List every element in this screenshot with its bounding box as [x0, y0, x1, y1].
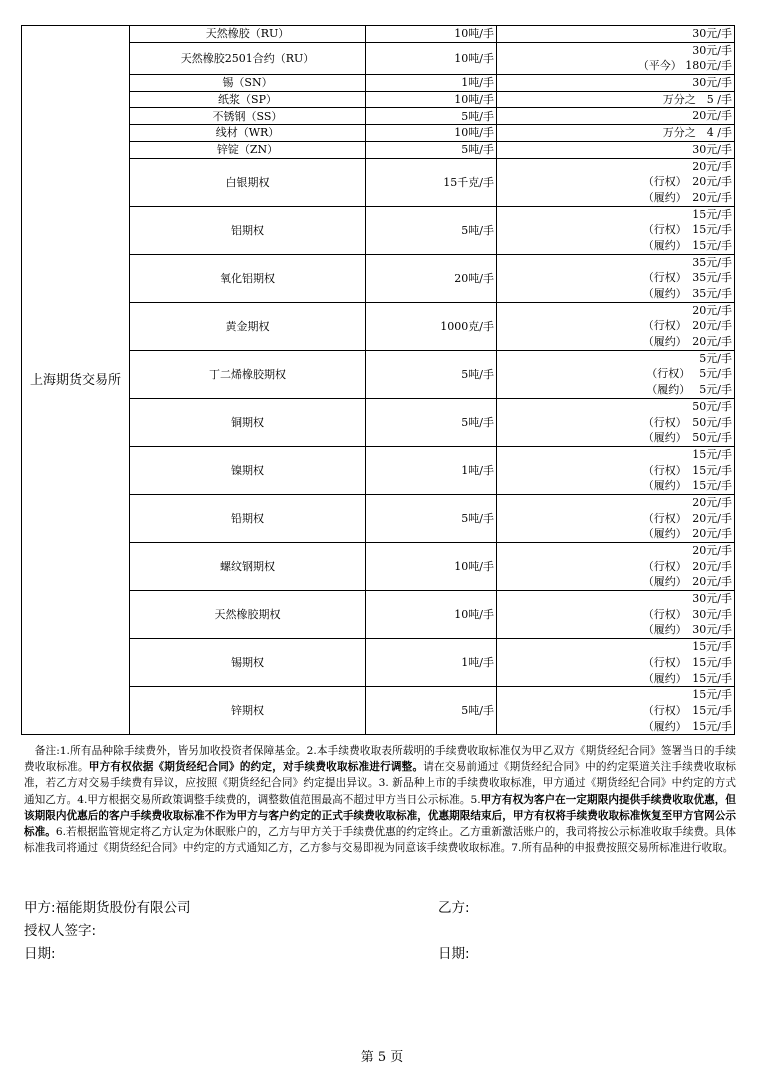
table-row — [22, 26, 735, 43]
fee-cell — [497, 350, 735, 398]
fee-cell — [497, 639, 735, 687]
fee-line: 30元/手 — [692, 76, 732, 90]
fee-table — [21, 25, 735, 735]
product-name-cell: 螺纹钢期权 — [130, 543, 366, 591]
trading-unit-cell: 10吨/手 — [366, 91, 497, 108]
fee-cell — [497, 125, 735, 142]
fee-table-body — [22, 26, 735, 735]
exchange-name-cell: 上海期货交易所 — [22, 26, 130, 735]
fee-line: 30元/手 — [692, 43, 732, 57]
product-name-cell: 天然橡胶2501合约（RU） — [130, 42, 366, 74]
fee-line: 15元/手 — [692, 688, 732, 702]
date-b-label: 日期: — [438, 946, 470, 962]
fee-line: 30元/手 — [692, 142, 732, 156]
fee-cell — [497, 206, 735, 254]
trading-unit-cell: 1吨/手 — [366, 75, 497, 92]
trading-unit-cell: 15千克/手 — [366, 158, 497, 206]
fee-cell — [497, 26, 735, 43]
remark-emphasis: 甲方有权为客户在一定期限内提供手续费收取优惠，但该期限内优惠后的客户手续费收取标准不作为甲方与客户约定的正式手续费收取标准，优惠期限结束后，甲方有权将手续费收取标准恢复至甲方官网公示标准。 — [24, 793, 737, 839]
fee-cell — [497, 591, 735, 639]
fee-line: 15元/手 — [692, 447, 732, 461]
fee-line: （履约） 30元/手 — [642, 623, 732, 637]
product-name-cell: 铜期权 — [130, 398, 366, 446]
fee-line: （履约） 20元/手 — [642, 575, 732, 589]
fee-line: 15元/手 — [692, 207, 732, 221]
fee-line: （行权） 20元/手 — [642, 175, 732, 189]
fee-line: 30元/手 — [692, 27, 732, 40]
fee-line: 20元/手 — [692, 303, 732, 317]
fee-cell — [497, 687, 735, 735]
product-name-cell: 锡期权 — [130, 639, 366, 687]
fee-cell — [497, 302, 735, 350]
trading-unit-cell: 5吨/手 — [366, 350, 497, 398]
party-b-label: 乙方: — [438, 900, 470, 916]
remarks-paragraph — [24, 743, 736, 856]
authorized-signature-label: 授权人签字: — [24, 923, 97, 939]
fee-line: （行权） 15元/手 — [642, 463, 732, 477]
fee-line: （平今） 180元/手 — [637, 59, 732, 73]
remark-text: 6.若根据监管规定将乙方认定为休眠账户的，乙方与甲方关于手续费优惠的约定终止。乙方重新激活账户的，我司将按公示标准收取手续费。具体标准我司将通过《期货经纪合同》中约定的方式通知乙方，乙方参与交易即视为同意该手续费收取标准。7.所有品种的申报费按照交易所标准进行收取。 — [24, 826, 736, 855]
fee-line: 20元/手 — [692, 159, 732, 173]
trading-unit-cell: 10吨/手 — [366, 591, 497, 639]
product-name-cell: 线材（WR） — [130, 125, 366, 142]
trading-unit-cell: 5吨/手 — [366, 141, 497, 158]
remark-text: 备注:1.所有品种除手续费外，皆另加收投资者保障基金。2.本手续费收取表所载明的手续费收取标准仅为甲乙双方《期货经纪合同》签署当日的手续费收取标准。 — [24, 745, 736, 774]
fee-line: （行权） 30元/手 — [642, 607, 732, 621]
fee-line: 5元/手 — [699, 351, 732, 365]
fee-line: （行权） 15元/手 — [642, 703, 732, 717]
trading-unit-cell: 5吨/手 — [366, 398, 497, 446]
fee-cell — [497, 108, 735, 125]
product-name-cell: 氧化铝期权 — [130, 254, 366, 302]
product-name-cell: 镍期权 — [130, 446, 366, 494]
product-name-cell: 锌期权 — [130, 687, 366, 735]
fee-cell — [497, 494, 735, 542]
fee-line: （行权） 20元/手 — [642, 559, 732, 573]
fee-line: （行权） 20元/手 — [642, 319, 732, 333]
page-number: 第 5 页 — [360, 1050, 404, 1065]
fee-line: （履约） 15元/手 — [642, 719, 732, 733]
product-name-cell: 黄金期权 — [130, 302, 366, 350]
fee-cell — [497, 398, 735, 446]
trading-unit-cell: 1000克/手 — [366, 302, 497, 350]
product-name-cell: 锌锭（ZN） — [130, 141, 366, 158]
trading-unit-cell: 1吨/手 — [366, 446, 497, 494]
trading-unit-cell: 10吨/手 — [366, 125, 497, 142]
trading-unit-cell: 5吨/手 — [366, 687, 497, 735]
remark-emphasis: 甲方有权依据《期货经纪合同》的约定，对手续费收取标准进行调整。 — [88, 761, 424, 774]
fee-line: （行权） 15元/手 — [642, 655, 732, 669]
fee-cell — [497, 158, 735, 206]
fee-line: （履约） 20元/手 — [642, 190, 732, 204]
fee-cell — [497, 446, 735, 494]
fee-line: （履约） 5元/手 — [646, 383, 732, 397]
fee-line: 20元/手 — [692, 495, 732, 509]
trading-unit-cell: 1吨/手 — [366, 639, 497, 687]
product-name-cell: 白银期权 — [130, 158, 366, 206]
fee-line: 20元/手 — [692, 544, 732, 557]
fee-line: （履约） 15元/手 — [642, 671, 732, 685]
fee-line: 20元/手 — [692, 109, 732, 123]
product-name-cell: 丁二烯橡胶期权 — [130, 350, 366, 398]
fee-line: 万分之 4 /手 — [662, 126, 732, 140]
fee-line: 30元/手 — [692, 592, 732, 606]
fee-line: 50元/手 — [692, 399, 732, 413]
fee-line: （履约） 50元/手 — [642, 431, 732, 445]
fee-line: （行权） 20元/手 — [642, 511, 732, 525]
fee-cell — [497, 254, 735, 302]
product-name-cell: 天然橡胶（RU） — [130, 26, 366, 43]
party-a-label: 甲方:福能期货股份有限公司 — [24, 900, 191, 916]
remark-text: 请在交易前通过《期货经纪合同》中的约定渠道关注手续费收取标准，若乙方对交易手续费有异议，应按照《期货经纪合同》约定提出异议。3. 新品种上市的手续费收取标准，甲方通过《期货经纪合同》中约定的方式通知乙方。4.甲方根据交易所政策调整手续费的，调整数值范围最高不超过甲方当日公示标准。5. — [24, 761, 737, 806]
product-name-cell: 不锈钢（SS） — [130, 108, 366, 125]
fee-cell — [497, 91, 735, 108]
fee-line: （履约） 20元/手 — [642, 527, 732, 541]
fee-cell — [497, 42, 735, 74]
date-a-label: 日期: — [24, 946, 56, 962]
product-name-cell: 锡（SN） — [130, 75, 366, 92]
trading-unit-cell: 5吨/手 — [366, 494, 497, 542]
fee-line: 15元/手 — [692, 640, 732, 654]
fee-cell — [497, 141, 735, 158]
fee-line: （行权） 50元/手 — [642, 415, 732, 429]
fee-line: （行权） 5元/手 — [646, 367, 732, 381]
trading-unit-cell: 10吨/手 — [366, 42, 497, 74]
fee-line: 35元/手 — [692, 255, 732, 269]
trading-unit-cell: 10吨/手 — [366, 26, 497, 43]
trading-unit-cell: 5吨/手 — [366, 206, 497, 254]
fee-line: （行权） 15元/手 — [642, 223, 732, 237]
product-name-cell: 纸浆（SP） — [130, 91, 366, 108]
fee-line: （履约） 15元/手 — [642, 479, 732, 493]
fee-cell — [497, 543, 735, 591]
trading-unit-cell: 5吨/手 — [366, 108, 497, 125]
trading-unit-cell: 10吨/手 — [366, 543, 497, 591]
fee-line: 万分之 5 /手 — [662, 92, 732, 106]
product-name-cell: 天然橡胶期权 — [130, 591, 366, 639]
fee-line: （履约） 15元/手 — [642, 238, 732, 252]
trading-unit-cell: 20吨/手 — [366, 254, 497, 302]
product-name-cell: 铝期权 — [130, 206, 366, 254]
fee-cell — [497, 75, 735, 92]
product-name-cell: 铅期权 — [130, 494, 366, 542]
fee-line: （履约） 35元/手 — [642, 287, 732, 300]
fee-line: （履约） 20元/手 — [642, 335, 732, 349]
fee-line: （行权） 35元/手 — [642, 271, 732, 285]
